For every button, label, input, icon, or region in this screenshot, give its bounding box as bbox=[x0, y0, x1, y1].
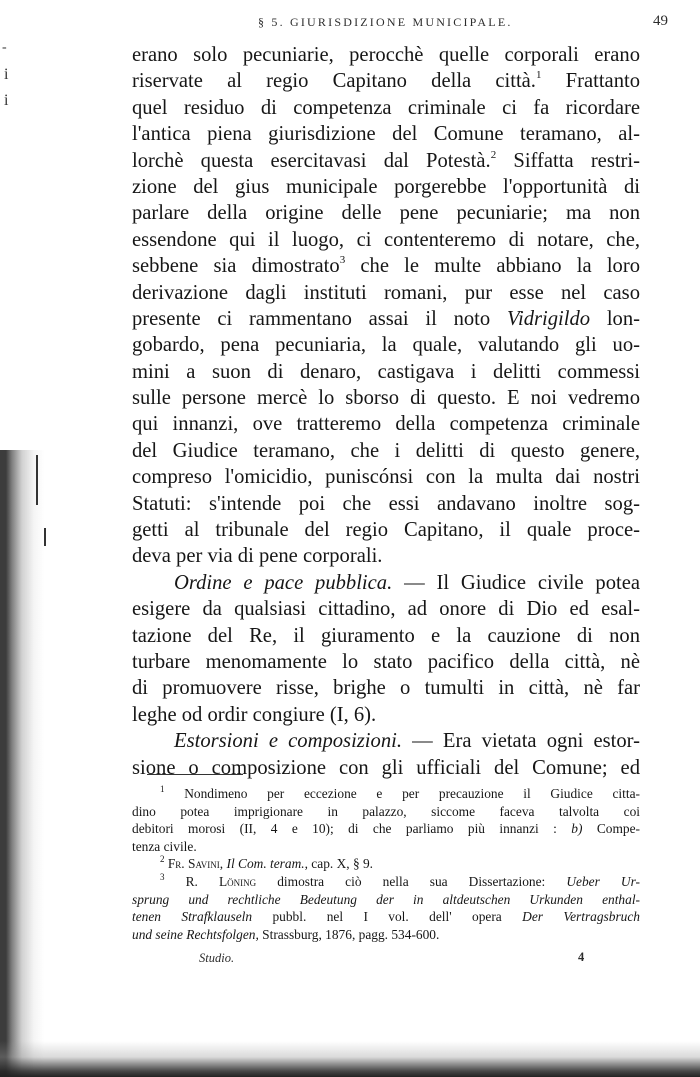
footnote-number: 2 bbox=[160, 854, 165, 865]
text-line: lorchè questa esercitavasi dal Potestà.$^2$ Siffatta restri- bbox=[132, 148, 640, 172]
text-line: l'antica piena giurisdizione del Comune teramano, al- bbox=[132, 123, 640, 146]
text-line: riservate al regio Capitano della città.$^1$ Frattanto bbox=[132, 69, 641, 93]
text-line: del Giudice teramano, che i delitti di questo genere, bbox=[132, 439, 640, 462]
text-line: mini a suon di denaro, castigava i delitti commessi bbox=[132, 360, 640, 383]
footnote-line: $^3$ R. Löning dimostra ciò nella sua Dissertazione: Ueber Ur- bbox=[160, 871, 640, 889]
footnote-mark: 3 bbox=[339, 254, 346, 267]
scan-edge-shadow bbox=[0, 1041, 700, 1077]
text-line: sulle persone mercè lo sborso di questo. E noi vedremo bbox=[132, 387, 640, 410]
footnotes bbox=[132, 785, 640, 943]
text-line: compreso l'omicidio, puniscónsi con la multa dai nostri bbox=[132, 466, 640, 489]
text-line: leghe od ordir congiure (I, 6). bbox=[132, 703, 377, 726]
text-line: parlare della origine delle pene pecuniarie; ma non bbox=[132, 202, 640, 225]
section-heading: Ordine e pace pubblica. bbox=[174, 571, 393, 594]
footnote-mark: 1 bbox=[535, 69, 542, 82]
footnote-line: $^1$ Nondimeno per eccezione e per precauzione il Giudice citta- bbox=[160, 784, 640, 801]
footnote-line: sprung und rechtliche Bedeutung der in altdeutschen Urkunden enthal- bbox=[132, 891, 640, 907]
signature-label: Studio. bbox=[199, 951, 235, 965]
text-line: erano solo pecuniarie, perocchè quelle corporali erano bbox=[132, 44, 640, 66]
margin-mark: i bbox=[4, 66, 9, 83]
footnote-line: dino potea imprigionare in palazzo, siccome faceva talvolta coi bbox=[132, 803, 640, 819]
text-line: qui innanzi, ove tratteremo della competenza criminale bbox=[132, 413, 640, 436]
margin-mark: - bbox=[2, 40, 7, 55]
footnote-line: debitori morosi (II, 4 e 10); di che parliamo più innanzi : b) Compe- bbox=[132, 821, 640, 837]
text-line: Estorsioni e composizioni. — Era vietata ogni estor- bbox=[174, 730, 640, 753]
text-line: tazione del Re, il giuramento e la cauzione di non bbox=[132, 624, 640, 647]
section-heading: Estorsioni e composizioni. bbox=[174, 730, 402, 753]
text-line: zione del gius municipale porgerebbe l'opportunità di bbox=[132, 175, 640, 198]
text-line: gobardo, pena pecuniaria, la quale, valutando gli uo- bbox=[132, 334, 640, 357]
footnote-line: tenen Strafklauseln pubbl. nel I vol. dell' opera Der Vertragsbruch bbox=[132, 909, 640, 925]
text-line: getti al tribunale del regio Capitano, il quale proce- bbox=[132, 519, 640, 542]
binding-shadow bbox=[0, 450, 44, 1077]
margin-mark: i bbox=[4, 92, 9, 109]
text-line: essendone qui il luogo, ci contenteremo di notare, che, bbox=[132, 228, 640, 251]
footnote-number: 1 bbox=[160, 784, 165, 794]
body-text bbox=[132, 42, 640, 781]
footnote-rule bbox=[147, 774, 243, 775]
footnote-line: $^2$ Fr. Savini, Il Com. teram., cap. X, § 9. bbox=[160, 854, 374, 872]
text-line: sione o composizione con gli ufficiali del Comune; ed bbox=[132, 756, 640, 779]
running-head: § 5. GIURISDIZIONE MUNICIPALE. bbox=[258, 15, 513, 29]
page-number: 49 bbox=[653, 13, 668, 29]
text-line: sebbene sia dimostrato$^3$ che le multe abbiano la loro bbox=[132, 254, 640, 278]
text-line: Statuti: s'intende poi che essi andavano inoltre sog- bbox=[132, 492, 640, 515]
text-line: quel residuo di competenza criminale ci fa ricordare bbox=[132, 96, 640, 119]
text-line: presente ci rammentano assai il noto Vidrigildo lon- bbox=[132, 307, 640, 330]
text-line: turbare menomamente lo stato pacifico della città, nè bbox=[132, 650, 640, 673]
text-line: Ordine e pace pubblica. — Il Giudice civile potea bbox=[174, 571, 640, 594]
text-line: derivazione dagli instituti romani, pur esse nel caso bbox=[132, 281, 640, 304]
margin-rule bbox=[44, 528, 46, 546]
footnote-line: und seine Rechtsfolgen, Strassburg, 1876, pagg. 534-600. bbox=[132, 926, 440, 942]
footnote-line: tenza civile. bbox=[132, 838, 197, 854]
text-line: deva per via di pene corporali. bbox=[132, 545, 383, 568]
italic-name: Vidrigildo bbox=[506, 307, 591, 330]
text-line: di promuovere risse, brighe o tumulti in città, nè far bbox=[132, 677, 640, 700]
signature-number: 4 bbox=[578, 950, 585, 964]
text-line: esigere da qualsiasi cittadino, ad onore di Dio ed esal- bbox=[132, 598, 640, 621]
footnote-mark: 2 bbox=[490, 148, 497, 161]
margin-rule bbox=[36, 455, 38, 505]
footnote-number: 3 bbox=[160, 871, 165, 882]
